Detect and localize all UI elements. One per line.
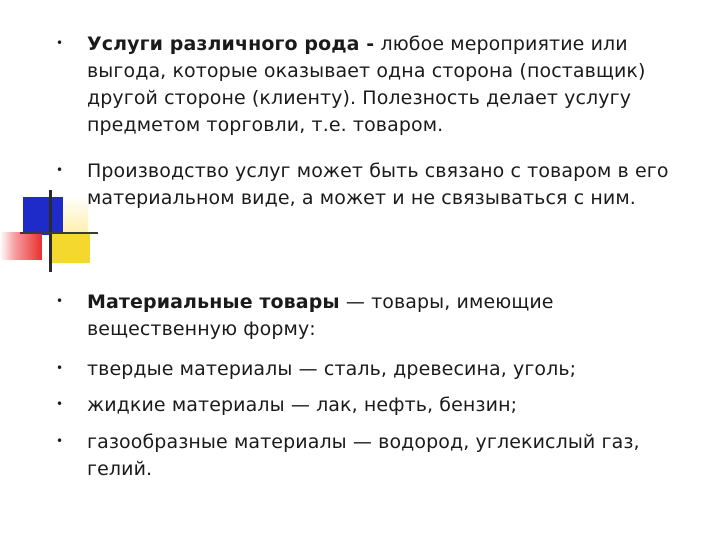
yellow-square bbox=[50, 233, 90, 263]
horizontal-line bbox=[20, 232, 98, 234]
bullet-marker: • bbox=[56, 397, 64, 411]
red-gradient-square bbox=[0, 232, 42, 260]
list-item-text bbox=[87, 289, 706, 343]
list-item bbox=[56, 429, 706, 483]
list-item bbox=[56, 158, 706, 212]
term-label: Материальные товары bbox=[87, 291, 340, 313]
term-label: Услуги различного рода - bbox=[87, 33, 375, 55]
term-description: — товары, имеющие вещественную форму: bbox=[87, 291, 554, 340]
bullet-marker: • bbox=[56, 434, 64, 448]
list-item-text: газообразные материалы — водород, углекислый газ, гелий. bbox=[87, 431, 640, 480]
list-item-text: жидкие материалы — лак, нефть, бензин; bbox=[87, 394, 518, 416]
list-item-text: твердые материалы — сталь, древесина, уголь; bbox=[87, 358, 577, 380]
bullet-marker: • bbox=[56, 294, 64, 308]
list-item-text: Производство услуг может быть связано с товаром в его материальном виде, а может и не связываться с ним. bbox=[87, 160, 669, 209]
list-item bbox=[56, 356, 706, 383]
bullet-marker: • bbox=[56, 163, 64, 177]
bullet-marker: • bbox=[56, 36, 64, 50]
list-item-text bbox=[87, 31, 706, 139]
list-item bbox=[56, 392, 706, 419]
list-item bbox=[56, 31, 706, 139]
term-description: любое мероприятие или выгода, которые оказывает одна сторона (поставщик) другой стороне (клиенту). Полезность делает услугу предметом торговли, т.е. товаром. bbox=[87, 33, 646, 136]
list-item bbox=[56, 289, 706, 343]
vertical-line bbox=[49, 190, 52, 272]
bullet-marker: • bbox=[56, 361, 64, 375]
